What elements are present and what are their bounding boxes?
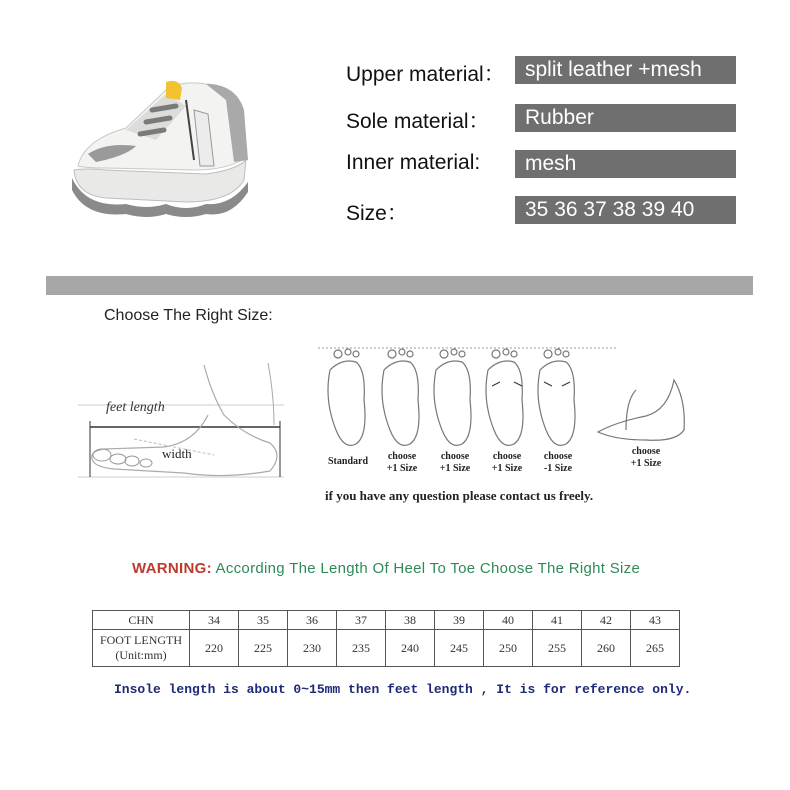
- width-label: width: [162, 446, 192, 461]
- length-cell: 255: [533, 630, 582, 667]
- inner-material-label: Inner material:: [346, 151, 481, 174]
- length-cell: 245: [435, 630, 484, 667]
- size-cell: 34: [190, 611, 239, 630]
- sneaker-image: [66, 70, 256, 220]
- size-cell: 39: [435, 611, 484, 630]
- insole-note: Insole length is about 0~15mm then feet length , It is for reference only.: [114, 682, 692, 697]
- size-value: 35 36 37 38 39 40: [515, 196, 736, 224]
- section-divider: [46, 276, 753, 295]
- length-cell: 220: [190, 630, 239, 667]
- contact-note: if you have any question please contact us freely.: [325, 488, 594, 503]
- upper-material-label: Upper material：: [346, 63, 505, 86]
- foot-type-plus1-c: choose +1 Size: [491, 451, 523, 474]
- length-cell: 265: [631, 630, 680, 667]
- size-cell: 41: [533, 611, 582, 630]
- length-cell: 250: [484, 630, 533, 667]
- warning-line: [132, 560, 640, 577]
- foot-type-minus1: choose -1 Size: [543, 451, 573, 474]
- size-cell: 43: [631, 611, 680, 630]
- sole-material-value: Rubber: [515, 104, 736, 132]
- upper-material-value: split leather +mesh: [515, 56, 736, 84]
- foot-type-plus1-a: choose +1 Size: [386, 451, 418, 474]
- feet-length-label: feet length: [106, 400, 165, 415]
- size-cell: 40: [484, 611, 533, 630]
- length-cell: 240: [386, 630, 435, 667]
- warning-prefix: WARNING:: [132, 560, 212, 577]
- length-cell: 230: [288, 630, 337, 667]
- foot-type-plus1-side: choose +1 Size: [630, 446, 662, 469]
- foot-measure-illustration: [74, 355, 294, 485]
- chn-header: CHN: [93, 611, 190, 630]
- size-chart-table: [92, 610, 680, 667]
- foot-types-illustration: [316, 340, 696, 455]
- size-label: Size：: [346, 202, 408, 225]
- size-cell: 35: [239, 611, 288, 630]
- foot-length-row: [93, 630, 680, 667]
- length-cell: 260: [582, 630, 631, 667]
- length-cell: 225: [239, 630, 288, 667]
- size-guide-title: Choose The Right Size:: [104, 307, 273, 324]
- warning-text: According The Length Of Heel To Toe Choose The Right Size: [215, 560, 641, 577]
- foot-type-plus1-b: choose +1 Size: [439, 451, 471, 474]
- size-header-row: [93, 611, 680, 630]
- sole-material-label: Sole material：: [346, 110, 490, 133]
- foot-type-standard: Standard: [327, 456, 368, 467]
- size-cell: 37: [337, 611, 386, 630]
- size-cell: 42: [582, 611, 631, 630]
- size-cell: 36: [288, 611, 337, 630]
- length-cell: 235: [337, 630, 386, 667]
- inner-material-value: mesh: [515, 150, 736, 178]
- foot-length-header: FOOT LENGTH (Unit:mm): [93, 630, 190, 667]
- size-cell: 38: [386, 611, 435, 630]
